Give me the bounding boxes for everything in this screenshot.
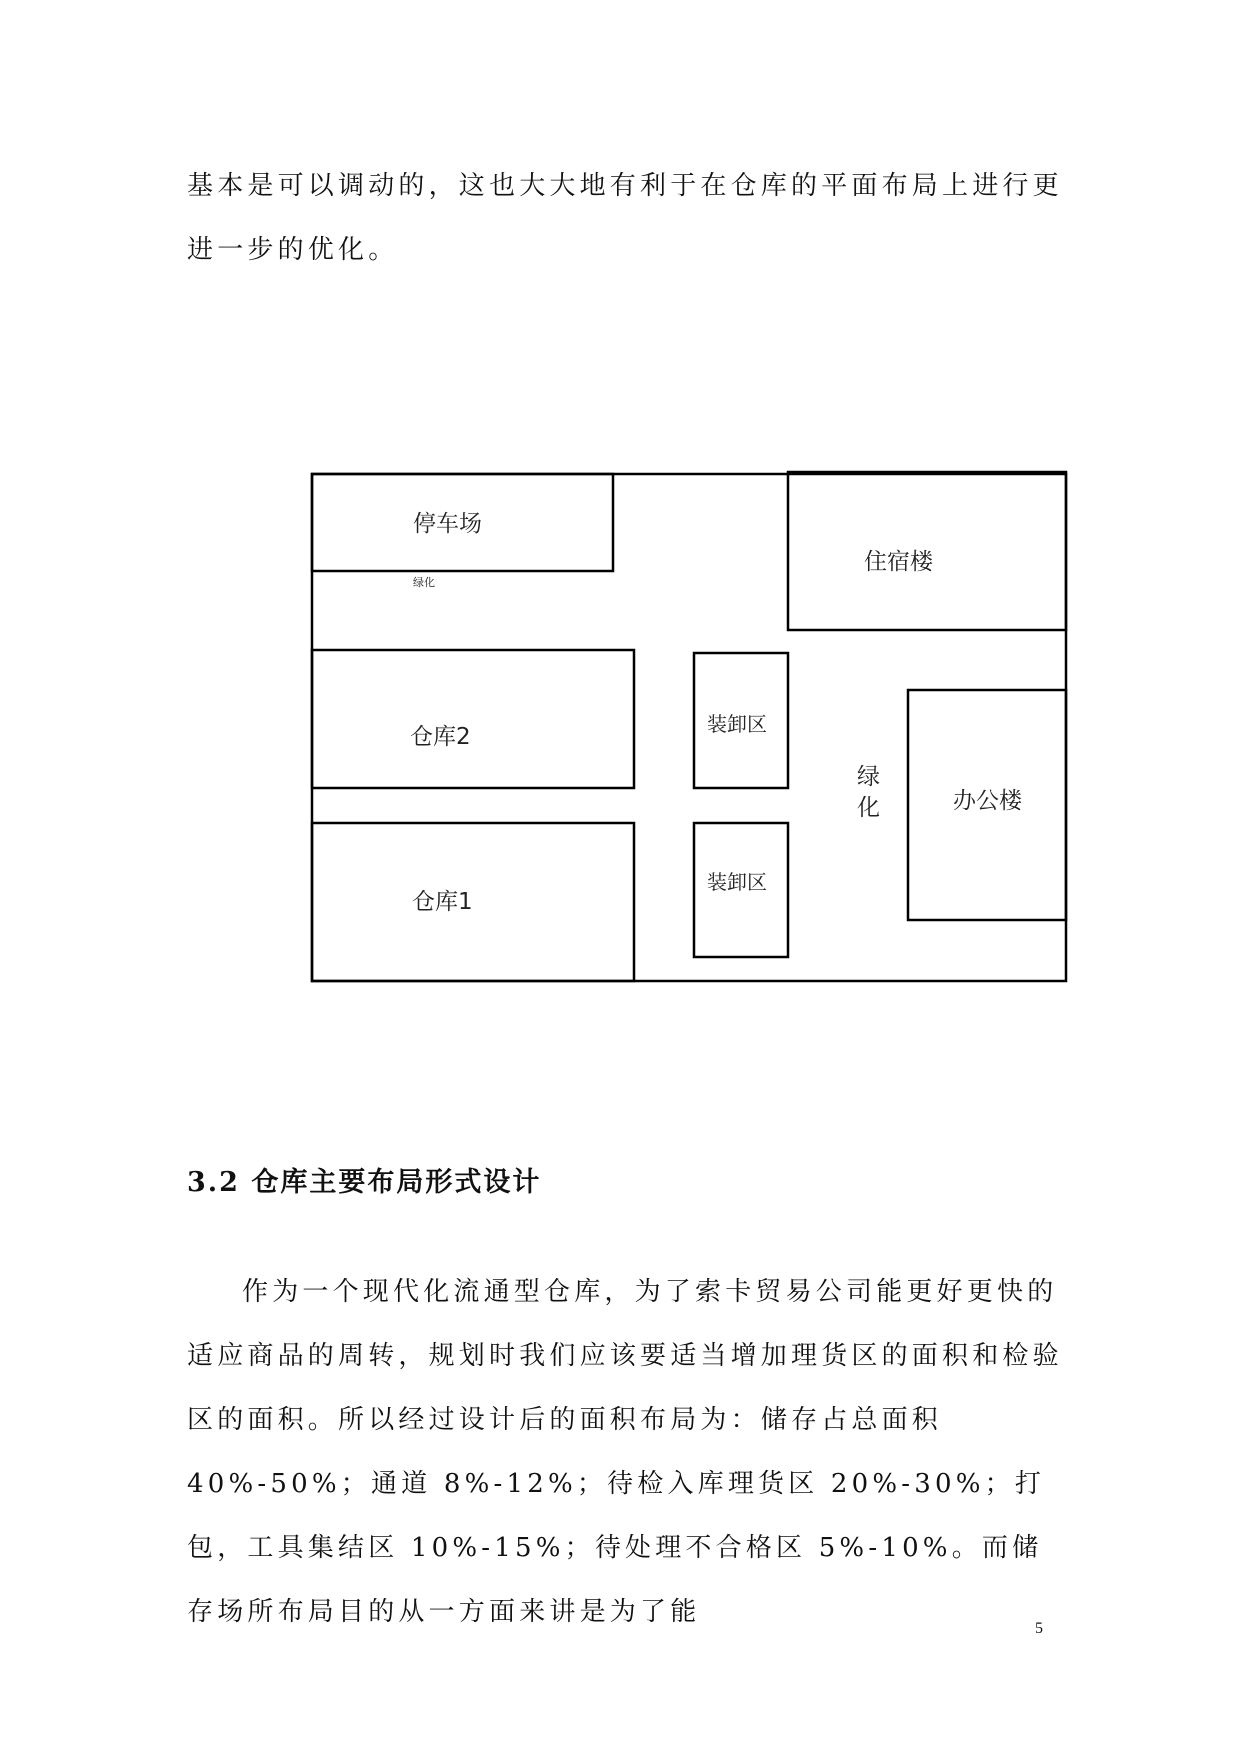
site-boundary — [312, 474, 1066, 981]
loading-area-top — [694, 653, 788, 788]
top-paragraph: 基本是可以调动的，这也大大地有利于在仓库的平面布局上进行更进一步的优化。 — [187, 171, 1063, 265]
parking-label: 停车场 — [413, 511, 482, 537]
loading-area-bottom-label: 装卸区 — [707, 870, 767, 894]
loading-area-top-label: 装卸区 — [707, 712, 767, 736]
warehouse2-label: 仓库2 — [410, 724, 471, 750]
page-number: 5 — [1035, 1620, 1043, 1637]
dormitory-label: 住宿楼 — [864, 549, 933, 575]
main-paragraph: 作为一个现代化流通型仓库，为了索卡贸易公司能更好更快的适应商品的周转，规划时我们应该要适当增加理货区的面积和检验区的面积。所以经过设计后的面积布局为：储存占总面积 40%-50%；通道 8%-12%；待检入库理货区 20%-30%；打包，工具集结区 10%-15%；待处理不合格区 5%-10%。而储存场所布局目的从一方面来讲是为了能 — [187, 1277, 1063, 1627]
warehouse1-label: 仓库1 — [412, 889, 473, 915]
greenery-vertical-char-1: 绿 — [857, 764, 880, 790]
warehouse-1 — [312, 823, 634, 981]
warehouse-2 — [312, 650, 634, 788]
loading-area-bottom — [694, 823, 788, 957]
section-heading: 3.2 仓库主要布局形式设计 — [187, 1167, 542, 1198]
office-label: 办公楼 — [953, 788, 1022, 814]
office-building — [908, 690, 1066, 920]
greenery-small-label: 绿化 — [413, 576, 435, 589]
parking-lot — [312, 474, 613, 571]
dormitory-building — [788, 472, 1066, 630]
greenery-vertical-char-2: 化 — [857, 795, 880, 821]
